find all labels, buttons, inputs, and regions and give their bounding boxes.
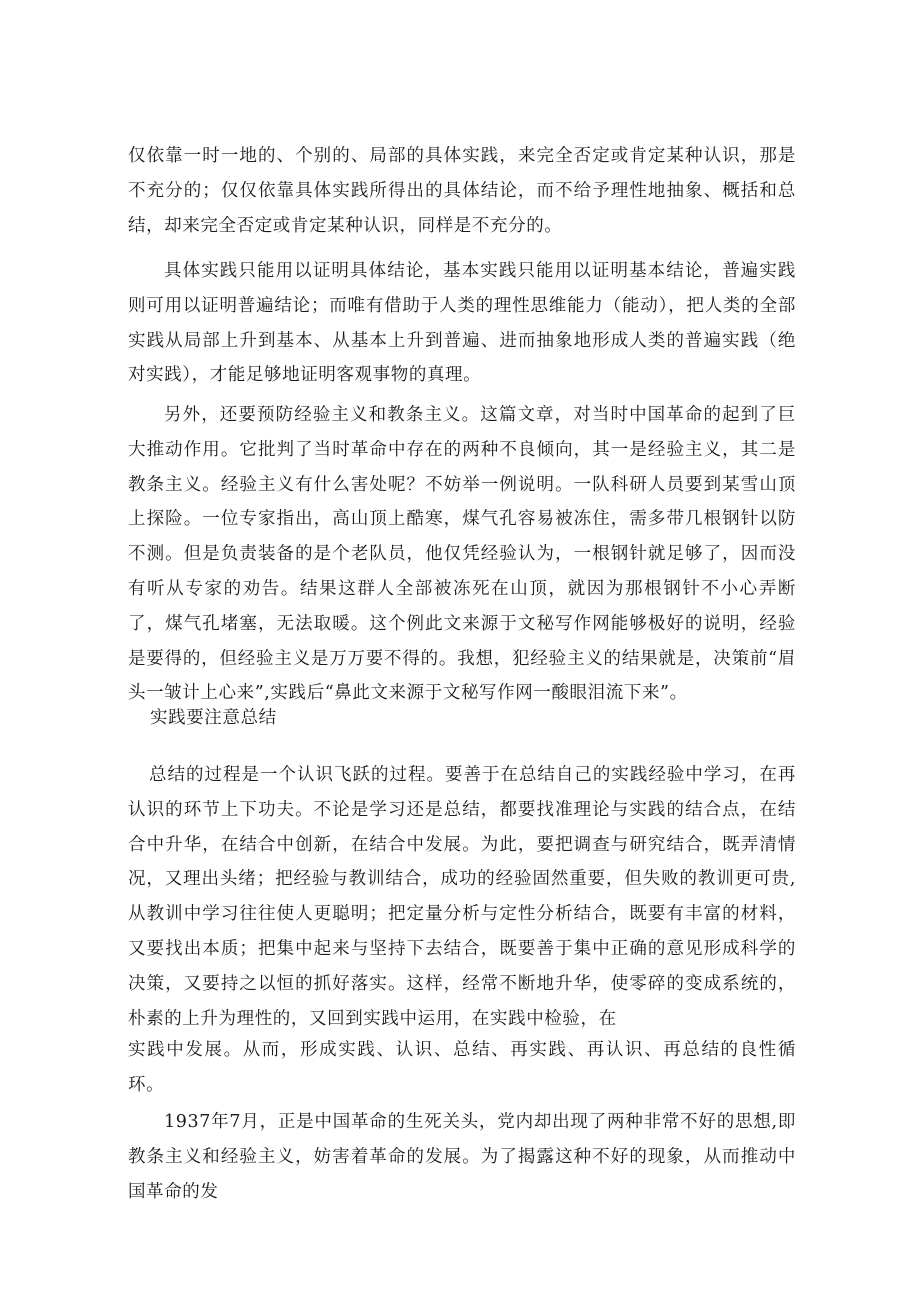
section-heading: 实践要注意总结	[150, 708, 277, 728]
paragraph-practice-insufficiency: 仅依靠一时一地的、个别的、局部的具体实践，来完全否定或肯定某种认识，那是不充分的；仅仅依靠具体实践所得出的具体结论，而不给予理性地抽象、概括和总结，却来完全否定或肯定某种认识，同样是不充分的。	[128, 146, 796, 236]
paragraph-practice-levels: 具体实践只能用以证明具体结论，基本实践只能用以证明基本结论，普遍实践则可用以证明普遍结论；而唯有借助于人类的理性思维能力（能动），把人类的全部实践从局部上升到基本、从基本上升到普遍、进而抽象地形成人类的普遍实践（绝对实践），才能足够地证明客观事物的真理。	[128, 261, 796, 386]
paragraph-empiricism-dogmatism: 另外，还要预防经验主义和教条主义。这篇文章，对当时中国革命的起到了巨大推动作用。它批判了当时革命中存在的两种不良倾向，其一是经验主义，其二是教条主义。经验主义有什么害处呢？不妨举一例说明。一队科研人员要到某雪山顶上探险。一位专家指出，高山顶上酷寒，煤气孔容易被冻住，需多带几根钢针以防不测。但是负责装备的是个老队员，他仅凭经验认为，一根钢针就足够了，因而没有听从专家的劝告。结果这群人全部被冻死在山顶，就因为那根钢针不小心弄断了，煤气孔堵塞，无法取暖。这个例此文来源于文秘写作网能够极好的说明，经验是要得的，但经验主义是万万要不得的。我想，犯经验主义的结果就是，决策前“眉头一皱计上心来”,实践后“鼻此文来源于文秘写作网一酸眼泪流下来”。	[128, 405, 796, 704]
paragraph-1937: 1937年7月，正是中国革命的生死关头，党内却出现了两种非常不好的思想,即教条主义和经验主义，妨害着革命的发展。为了揭露这种不好的现象，从而推动中国革命的发	[128, 1112, 796, 1202]
paragraph-summary-continued: 实践中发展。从而，形成实践、认识、总结、再实践、再认识、再总结的良性循环。	[128, 1040, 796, 1095]
paragraph-summary-process: 总结的过程是一个认识飞跃的过程。要善于在总结自己的实践经验中学习，在再认识的环节上下功夫。不论是学习还是总结，都要找准理论与实践的结合点，在结合中升华，在结合中创新，在结合中发展。为此，要把调查与研究结合，既弄清情况，又理出头绪；把经验与教训结合，成功的经验固然重要，但失败的教训更可贵,从教训中学习往往使人更聪明；把定量分析与定性分析结合，既要有丰富的材料，又要找出本质；把集中起来与坚持下去结合，既要善于集中正确的意见形成科学的决策，又要持之以恒的抓好落实。这样，经常不断地升华，使零碎的变成系统的，朴素的上升为理性的，又回到实践中运用，在实践中检验，在	[128, 765, 796, 1029]
